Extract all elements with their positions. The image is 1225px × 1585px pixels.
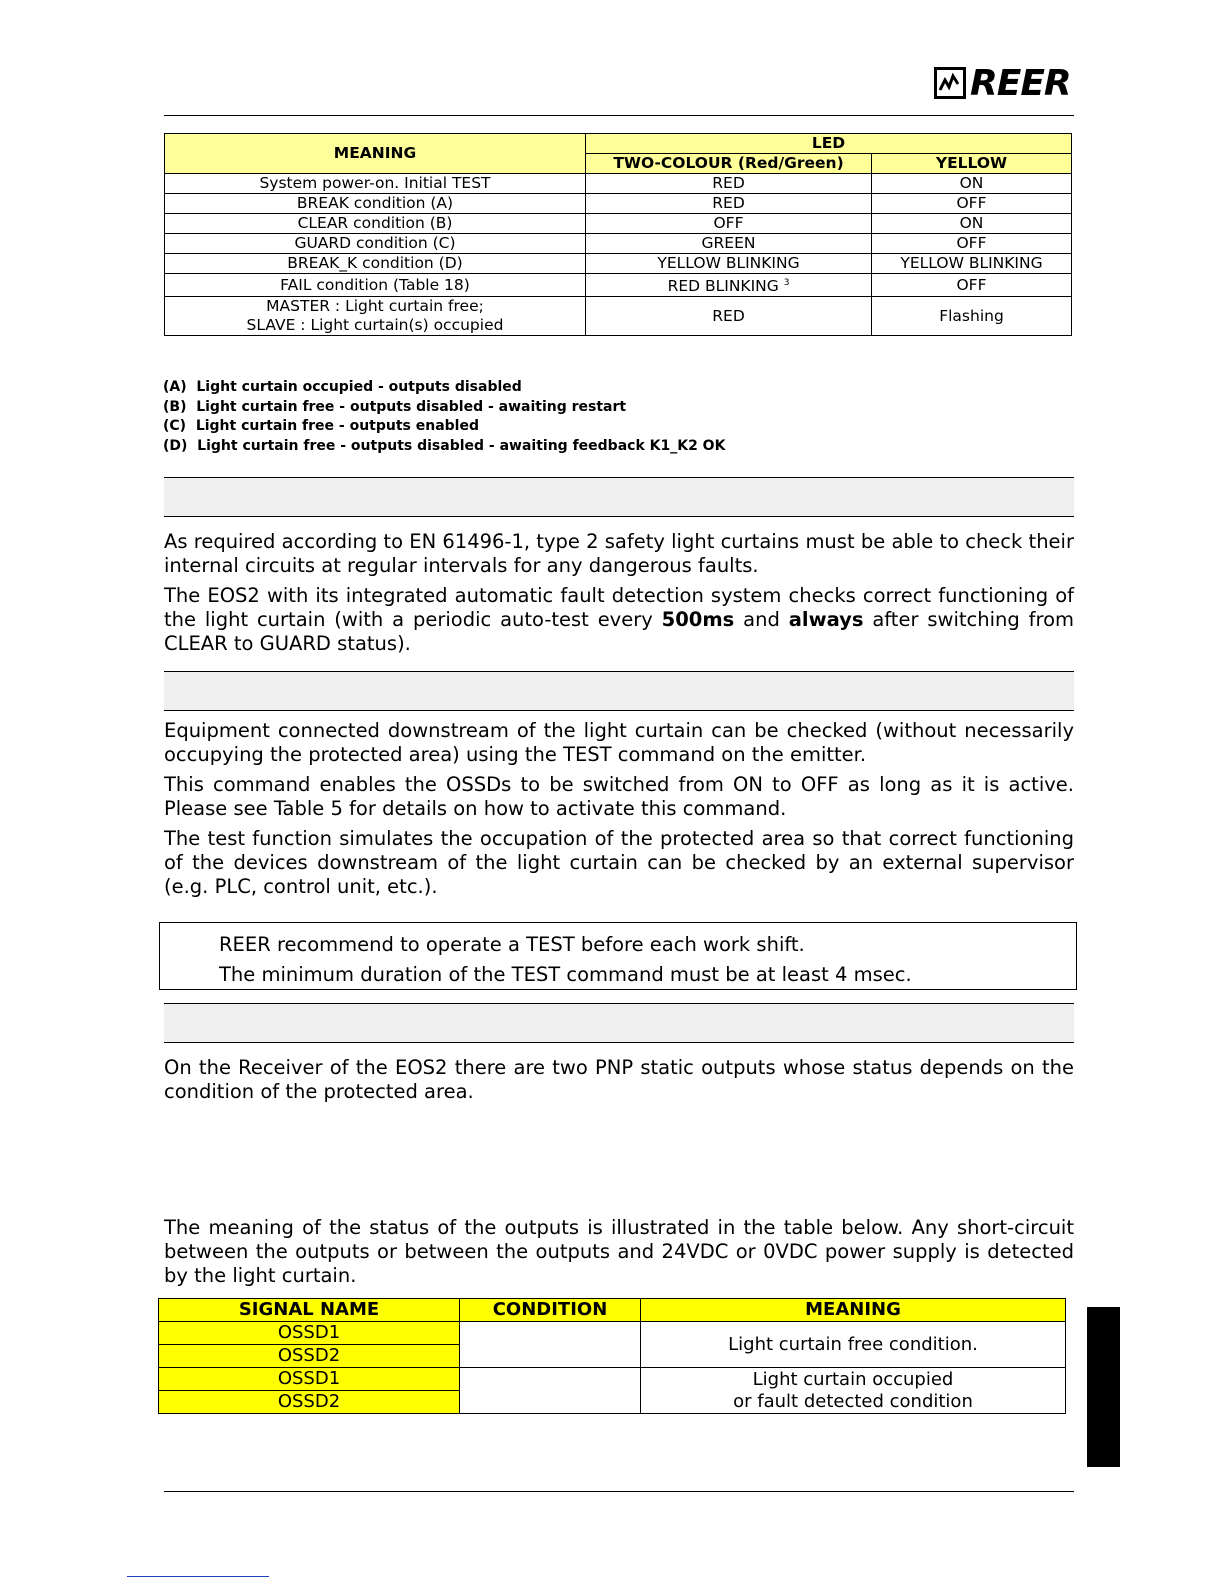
- logo-mark-icon: [934, 67, 966, 99]
- section3-paragraph-2: The meaning of the status of the outputs is illustrated in the table below. Any short-circuit between the outputs or between the outputs and 24VDC or 0VDC power supply is detected by the light curtain.: [164, 1216, 1074, 1287]
- meaning-line-2: or fault detected condition: [733, 1390, 973, 1412]
- row-meaning-line1: MASTER : Light curtain free;: [266, 297, 484, 316]
- p2-bold-500ms: 500ms: [661, 608, 735, 631]
- signal-cell: OSSD2: [159, 1391, 460, 1414]
- row-yellow: ON: [872, 214, 1072, 234]
- table-row: [165, 234, 1072, 254]
- section2-paragraph-1: Equipment connected downstream of the light curtain can be checked (without necessarily occupying the protected area) using the TEST command on the emitter.: [164, 719, 1074, 766]
- p2-text-e: after switching from CLEAR to GUARD status).: [164, 608, 1074, 655]
- table-row: [165, 254, 1072, 274]
- reer-logo: [934, 64, 1071, 102]
- row-two-colour: RED: [586, 297, 872, 336]
- row-yellow: YELLOW BLINKING: [872, 254, 1072, 274]
- row-yellow: OFF: [872, 274, 1072, 297]
- row-yellow: OFF: [872, 234, 1072, 254]
- signal-table: [158, 1298, 1066, 1414]
- row-meaning: BREAK condition (A): [165, 194, 586, 214]
- row-two-colour: RED: [586, 174, 872, 194]
- row-two-colour: [586, 274, 872, 297]
- led-notes: [163, 378, 725, 456]
- note-line-1: REER recommend to operate a TEST before each work shift.: [219, 933, 805, 956]
- meaning-cell: [641, 1368, 1066, 1414]
- row-two-colour-text: RED BLINKING: [667, 277, 779, 296]
- row-meaning-line2: SLAVE : Light curtain(s) occupied: [246, 316, 504, 335]
- row-two-colour: GREEN: [586, 234, 872, 254]
- meaning-line-1: Light curtain occupied: [752, 1368, 954, 1390]
- meaning-cell: Light curtain free condition.: [641, 1322, 1066, 1368]
- table-row: [165, 214, 1072, 234]
- table-row: [165, 297, 1072, 336]
- two-colour-header: TWO-COLOUR (Red/Green): [586, 154, 872, 174]
- p2-text-a: The EOS2 with its integrated automatic fault detection system checks correct functioning of the light curtain (with a periodic auto-test every: [164, 584, 1074, 631]
- section3-paragraph-1: On the Receiver of the EOS2 there are two PNP static outputs whose status depends on the condition of the protected area.: [164, 1056, 1074, 1103]
- p2-text-c: and: [734, 608, 789, 631]
- table-row: [165, 274, 1072, 297]
- signal-cell: OSSD2: [159, 1345, 460, 1368]
- row-meaning: [165, 297, 586, 336]
- condition-cell: [460, 1368, 641, 1414]
- meaning-header: MEANING: [641, 1299, 1066, 1322]
- note-d: (D) Light curtain free - outputs disabled - awaiting feedback K1_K2 OK: [163, 437, 726, 454]
- row-meaning: GUARD condition (C): [165, 234, 586, 254]
- section-heading-bar: [164, 477, 1074, 517]
- p2-bold-always: always: [788, 608, 864, 631]
- condition-header: CONDITION: [460, 1299, 641, 1322]
- footnote-ref: 3: [783, 278, 790, 288]
- section1-paragraph-1: As required according to EN 61496-1, type 2 safety light curtains must be able to check their internal circuits at regular intervals for any dangerous faults.: [164, 530, 1074, 577]
- signal-cell: OSSD1: [159, 1322, 460, 1345]
- table-row: [165, 174, 1072, 194]
- row-meaning: System power-on. Initial TEST: [165, 174, 586, 194]
- row-two-colour: OFF: [586, 214, 872, 234]
- row-yellow: ON: [872, 174, 1072, 194]
- section-heading-bar: [164, 1003, 1074, 1043]
- header-rule: [164, 115, 1074, 116]
- section2-paragraph-3: The test function simulates the occupation of the protected area so that correct functioning of the devices downstream of the light curtain can be checked by an external supervisor (e.g. PLC, control unit, etc.).: [164, 827, 1074, 898]
- yellow-header: YELLOW: [872, 154, 1072, 174]
- signal-name-header: SIGNAL NAME: [159, 1299, 460, 1322]
- row-meaning: CLEAR condition (B): [165, 214, 586, 234]
- signal-cell: OSSD1: [159, 1368, 460, 1391]
- led-header: LED: [586, 134, 1072, 154]
- section2-paragraph-2: This command enables the OSSDs to be switched from ON to OFF as long as it is active. Please see Table 5 for details on how to activate this command.: [164, 773, 1074, 820]
- logo-text: REER: [970, 62, 1071, 104]
- note-a: (A) Light curtain occupied - outputs disabled: [163, 379, 522, 395]
- row-meaning: BREAK_K condition (D): [165, 254, 586, 274]
- meaning-header: MEANING: [165, 134, 586, 174]
- row-yellow: Flashing: [872, 297, 1072, 336]
- table-row: [165, 194, 1072, 214]
- table-row: [159, 1322, 1066, 1345]
- row-meaning: FAIL condition (Table 18): [165, 274, 586, 297]
- note-line-2: The minimum duration of the TEST command must be at least 4 msec.: [219, 963, 912, 986]
- condition-cell: [460, 1322, 641, 1368]
- note-box: [159, 922, 1077, 990]
- note-b: (B) Light curtain free - outputs disabled - awaiting restart: [163, 398, 627, 415]
- led-table: [164, 133, 1072, 336]
- table-row: [159, 1368, 1066, 1391]
- chapter-side-tab: [1087, 1307, 1120, 1467]
- row-two-colour: RED: [586, 194, 872, 214]
- row-two-colour: YELLOW BLINKING: [586, 254, 872, 274]
- footer-rule: [164, 1491, 1074, 1492]
- row-yellow: OFF: [872, 194, 1072, 214]
- section-heading-bar: [164, 671, 1074, 711]
- note-c: (C) Light curtain free - outputs enabled: [163, 418, 479, 434]
- footer-link-underline: [127, 1576, 269, 1577]
- section1-paragraph-2: [164, 584, 1074, 656]
